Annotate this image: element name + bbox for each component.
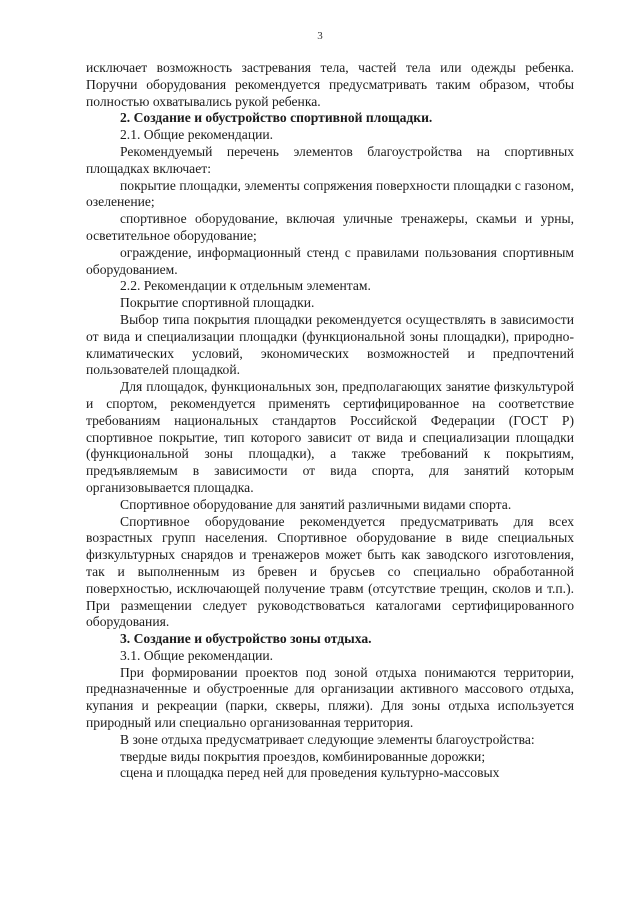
subsection-title: 2.1. Общие рекомендации. bbox=[120, 127, 274, 143]
paragraph: При формировании проектов под зоной отдыха понимаются территории, предназначенные и обустроенные для организации активного массового отдыха, купания и рекреации (парки, скверы, пляжи). Для зоны отдыха используется природный или специально организованная территория. bbox=[86, 664, 574, 731]
paragraph: Для площадок, функциональных зон, предполагающих занятие физкультурой и спортом, рекомендуется применять сертифицированное на соответствие требованиям национальных стандартов Российской Федерации (ГОСТ Р) спортивное покрытие, тип которого зависит от вида и специализации площадки (функциональной зоны площадки), а также требований к покрытиям, предъявляемым в зависимости от вида спорта, для занятий которым организовывается площадка. bbox=[86, 379, 574, 495]
subheading: Покрытие спортивной площадки. bbox=[120, 295, 315, 311]
paragraph: В зоне отдыха предусматривает следующие элементы благоустройства: bbox=[120, 731, 535, 747]
section-heading: 3. Создание и обустройство зоны отдыха. bbox=[120, 631, 372, 647]
list-item: ограждение, информационный стенд с правилами пользования спортивным оборудованием. bbox=[86, 244, 574, 277]
paragraph: Рекомендуемый перечень элементов благоустройства на спортивных площадках включает: bbox=[86, 143, 574, 176]
subheading: Спортивное оборудование для занятий различными видами спорта. bbox=[120, 496, 512, 512]
list-item: сцена и площадка перед ней для проведения культурно-массовых bbox=[120, 765, 500, 781]
section-heading: 2. Создание и обустройство спортивной площадки. bbox=[120, 110, 433, 126]
paragraph: исключает возможность застревания тела, частей тела или одежды ребенка. Поручни оборудования рекомендуется предусматривать таким образом, чтобы полностью охватывались рукой ребенка. bbox=[86, 60, 574, 109]
document-body bbox=[86, 60, 574, 782]
page-number: 3 bbox=[317, 30, 323, 42]
subsection-title: 2.2. Рекомендации к отдельным элементам. bbox=[120, 278, 371, 294]
list-item: спортивное оборудование, включая уличные тренажеры, скамьи и урны, осветительное оборудование; bbox=[86, 211, 574, 243]
list-item: покрытие площадки, элементы сопряжения поверхности площадки с газоном, озеленение; bbox=[86, 177, 574, 210]
paragraph: Выбор типа покрытия площадки рекомендуется осуществлять в зависимости от вида и специализации площадки (функциональной зоны площадки), природно-климатических условий, экономических возможностей и предпочтений пользователей площадкой. bbox=[86, 311, 574, 378]
subsection-title: 3.1. Общие рекомендации. bbox=[120, 647, 274, 663]
paragraph: Спортивное оборудование рекомендуется предусматривать для всех возрастных групп населения. Спортивное оборудование в виде специальных физкультурных снарядов и тренажеров может быть как заводского изготовления, так и выполненным из бревен и брусьев со специально обработанной поверхностью, исключающей получение травм (отсутствие трещин, сколов и т.п.). При размещении следует руководствоваться каталогами сертифицированного оборудования. bbox=[86, 513, 574, 630]
list-item: твердые виды покрытия проездов, комбинированные дорожки; bbox=[120, 748, 486, 764]
